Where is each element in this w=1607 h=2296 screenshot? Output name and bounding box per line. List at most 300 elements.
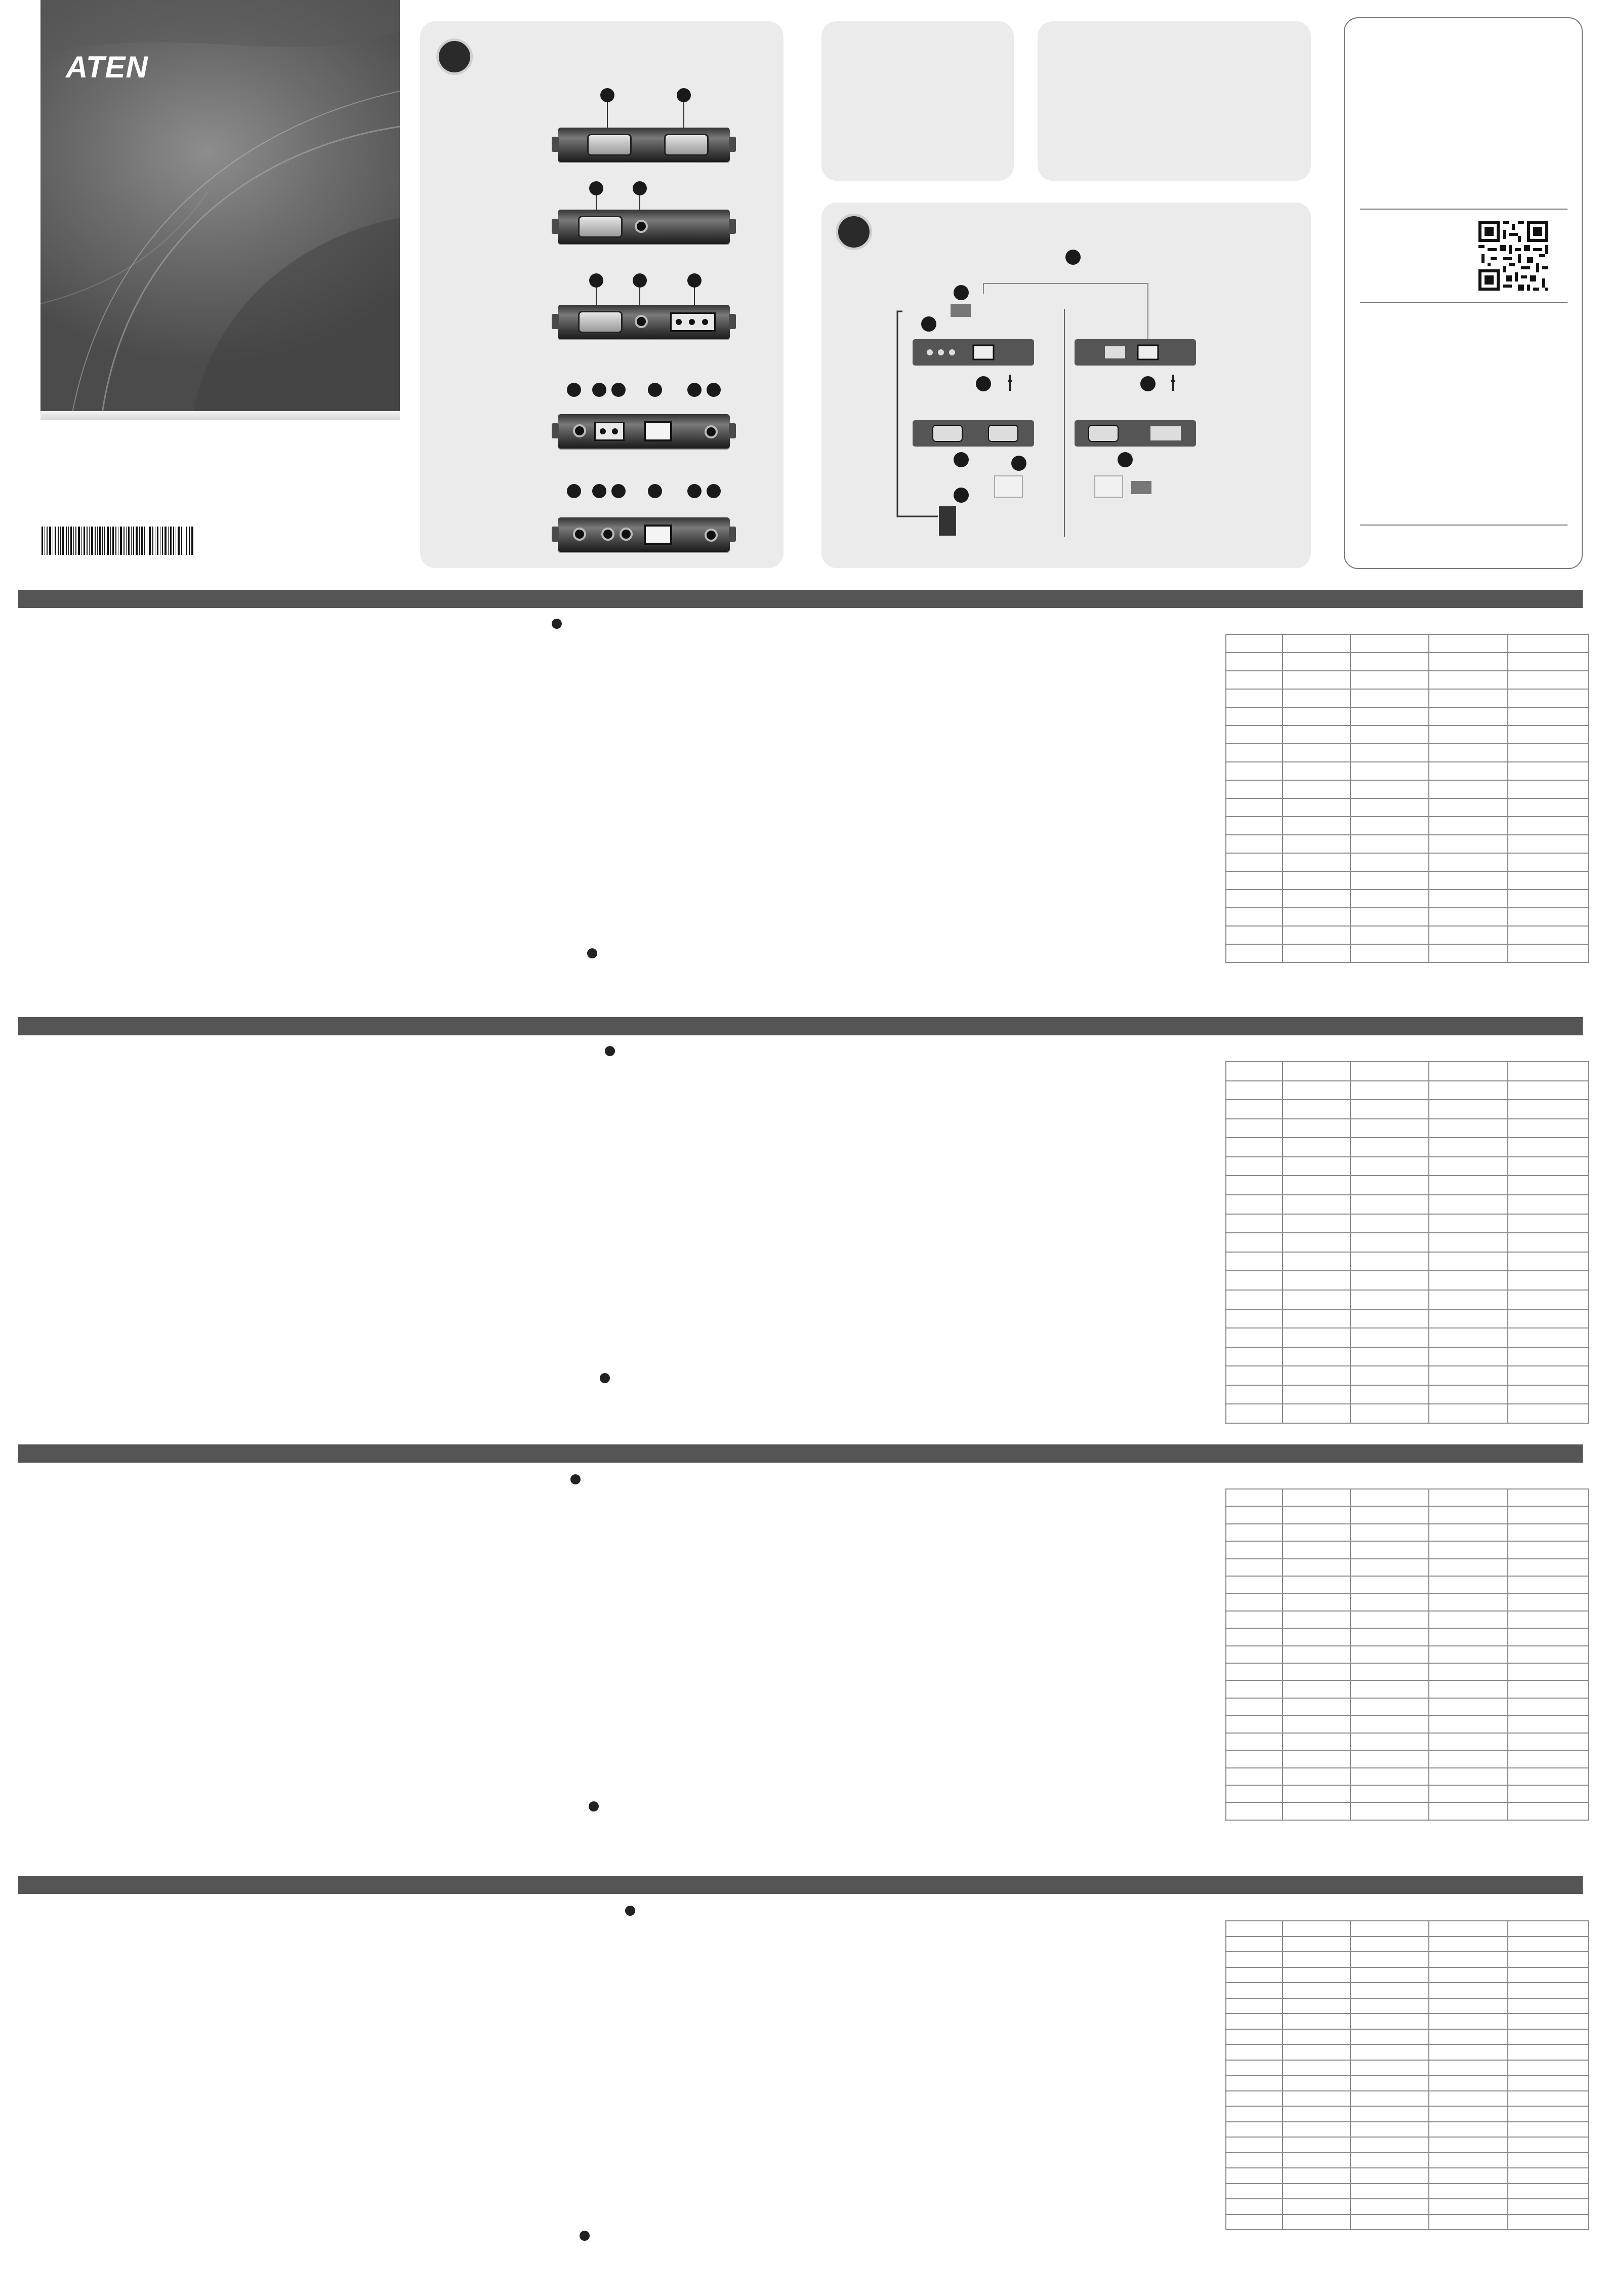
specification-table [1225,634,1589,963]
table-cell [1226,1119,1283,1138]
table-cell [1350,1559,1429,1576]
table-cell [1350,1233,1429,1252]
table-row [1226,726,1588,744]
table-cell [1283,944,1350,962]
table-row [1226,1593,1588,1610]
table-cell [1508,926,1588,944]
table-cell [1350,1715,1429,1733]
table-cell [1429,1138,1507,1157]
table-row [1226,2075,1588,2091]
table-cell [1283,2153,1350,2168]
table-cell [1508,1214,1588,1233]
info-panel-right [1038,21,1311,181]
table-cell [1283,1998,1350,2014]
table-cell [1429,817,1507,835]
table-cell [1508,1195,1588,1214]
table-row [1226,1541,1588,1558]
table-cell [1350,1768,1429,1785]
table-row [1226,1506,1588,1523]
table-cell [1283,1489,1350,1506]
table-cell [1350,1998,1429,2014]
table-row [1226,1233,1588,1252]
table-cell [1283,1983,1350,1998]
table-cell [1508,1138,1588,1157]
table-cell [1508,1937,1588,1952]
table-row [1226,2013,1588,2029]
table-cell [1226,944,1283,962]
table-cell [1508,1385,1588,1404]
table-cell [1283,1309,1350,1328]
table-row [1226,1559,1588,1576]
table-cell [1226,1271,1283,1290]
table-cell [1350,2013,1429,2029]
table-cell [1429,2044,1507,2060]
table-row [1226,1715,1588,1733]
table-cell [1350,780,1429,798]
table-cell [1226,634,1283,653]
table-cell [1508,1952,1588,1967]
table-cell [1508,1628,1588,1645]
table-cell [1350,1347,1429,1366]
table-row [1226,944,1588,962]
table-cell [1283,653,1350,671]
table-cell [1508,762,1588,780]
table-cell [1508,853,1588,871]
table-row [1226,2091,1588,2107]
table-cell [1350,1593,1429,1610]
table-row [1226,1489,1588,1506]
table-cell [1283,1785,1350,1802]
table-cell [1226,726,1283,744]
table-cell [1283,1176,1350,1195]
table-row [1226,1680,1588,1698]
table-cell [1350,1750,1429,1767]
table-cell [1350,671,1429,689]
table-cell [1283,2137,1350,2153]
table-cell [1508,871,1588,890]
table-cell [1508,1157,1588,1176]
table-cell [1508,1921,1588,1937]
table-cell [1508,1611,1588,1628]
table-cell [1429,1921,1507,1937]
table-cell [1429,1998,1507,2014]
table-cell [1283,2106,1350,2122]
table-cell [1350,1385,1429,1404]
table-cell [1226,853,1283,871]
table-row [1226,2168,1588,2184]
table-row [1226,744,1588,762]
table-cell [1508,2013,1588,2029]
table-cell [1429,853,1507,871]
table-cell [1429,726,1507,744]
table-row [1226,1524,1588,1541]
table-cell [1350,2029,1429,2045]
table-cell [1429,1062,1507,1081]
table-cell [1429,1952,1507,1967]
table-cell [1226,835,1283,853]
table-cell [1429,1715,1507,1733]
aten-logo: ATEN [66,50,148,84]
table-row [1226,1271,1588,1290]
installation-diagram [821,203,1311,568]
table-cell [1226,908,1283,926]
table-cell [1429,1576,1507,1593]
table-cell [1226,2044,1283,2060]
table-cell [1283,1119,1350,1138]
table-cell [1226,1983,1283,1998]
table-cell [1283,1952,1350,1967]
table-cell [1226,1404,1283,1423]
table-cell [1508,1404,1588,1423]
table-cell [1226,1176,1283,1195]
table-cell [1508,1506,1588,1523]
table-cell [1508,2091,1588,2107]
table-cell [1350,2214,1429,2230]
table-row [1226,2199,1588,2214]
table-cell [1429,1214,1507,1233]
table-cell [1226,2029,1283,2045]
callout-dot-icon [633,181,647,195]
callout-dot-icon [600,88,614,102]
specification-table [1225,1488,1589,1821]
table-cell [1350,2060,1429,2076]
table-cell [1429,1328,1507,1347]
table-cell [1226,2075,1283,2091]
table-cell [1429,689,1507,707]
table-cell [1429,707,1507,726]
step-bullet-icon [589,1801,599,1811]
table-cell [1508,1081,1588,1100]
table-cell [1508,1785,1588,1802]
table-cell [1429,1506,1507,1523]
table-cell [1508,1119,1588,1138]
table-cell [1350,944,1429,962]
table-cell [1508,1593,1588,1610]
table-cell [1350,1404,1429,1423]
table-cell [1429,762,1507,780]
table-cell [1429,1802,1507,1820]
info-panel-left [821,21,1014,181]
table-cell [1283,1646,1350,1663]
table-cell [1226,2122,1283,2138]
table-cell [1429,1646,1507,1663]
table-cell [1508,1646,1588,1663]
table-row [1226,2214,1588,2230]
table-cell [1283,2199,1350,2214]
table-cell [1350,1119,1429,1138]
table-cell [1283,1404,1350,1423]
table-cell [1350,908,1429,926]
table-cell [1283,908,1350,926]
table-cell [1429,1680,1507,1698]
table-cell [1283,780,1350,798]
table-cell [1350,1062,1429,1081]
table-cell [1429,2214,1507,2230]
table-row [1226,1062,1588,1081]
table-cell [1283,2029,1350,2045]
table-cell [1283,2013,1350,2029]
table-cell [1283,1663,1350,1680]
table-cell [1429,926,1507,944]
table-cell [1429,1233,1507,1252]
table-cell [1429,1157,1507,1176]
step-bullet-icon [587,948,597,958]
table-cell [1226,1385,1283,1404]
table-cell [1350,2137,1429,2153]
table-cell [1508,2184,1588,2199]
table-cell [1226,1593,1283,1610]
table-cell [1508,1328,1588,1347]
table-cell [1226,1628,1283,1645]
table-row [1226,798,1588,817]
table-cell [1508,1733,1588,1750]
table-cell [1226,1157,1283,1176]
callout-dot-icon [589,273,603,288]
table-row [1226,1952,1588,1967]
table-cell [1350,707,1429,726]
table-cell [1429,1593,1507,1610]
step-bullet-icon [605,1046,615,1056]
table-cell [1226,2013,1283,2029]
table-cell [1429,1559,1507,1576]
table-cell [1429,835,1507,853]
table-cell [1350,835,1429,853]
table-row [1226,1081,1588,1100]
callout-dot-icon [611,484,626,498]
callout-dot-icon [567,383,581,397]
table-cell [1226,1062,1283,1081]
table-cell [1226,1646,1283,1663]
table-cell [1508,798,1588,817]
table-cell [1283,1680,1350,1698]
table-cell [1226,1802,1283,1820]
table-cell [1350,926,1429,944]
table-cell [1226,1715,1283,1733]
table-cell [1429,871,1507,890]
device-rear-panel [558,210,730,244]
table-row [1226,1921,1588,1937]
table-cell [1429,1347,1507,1366]
table-row [1226,871,1588,890]
table-cell [1429,2013,1507,2029]
table-cell [1350,2091,1429,2107]
table-cell [1226,1506,1283,1523]
table-cell [1226,653,1283,671]
table-row [1226,1698,1588,1715]
table-cell [1283,671,1350,689]
table-row [1226,1937,1588,1952]
table-row [1226,2029,1588,2045]
table-cell [1283,1271,1350,1290]
table-cell [1429,1628,1507,1645]
table-cell [1350,2153,1429,2168]
table-cell [1429,1785,1507,1802]
table-cell [1350,1506,1429,1523]
table-row [1226,1100,1588,1119]
table-row [1226,2122,1588,2138]
table-cell [1429,1366,1507,1385]
qr-code-icon [1475,218,1551,294]
table-cell [1226,1967,1283,1983]
table-cell [1350,1611,1429,1628]
device-receiver-panel [558,305,730,339]
table-cell [1508,2199,1588,2214]
table-cell [1283,1750,1350,1767]
table-cell [1283,1733,1350,1750]
table-cell [1283,1937,1350,1952]
table-cell [1283,726,1350,744]
table-cell [1350,2075,1429,2091]
table-cell [1350,1983,1429,1998]
table-cell [1226,1998,1283,2014]
table-cell [1226,2137,1283,2153]
table-cell [1226,1366,1283,1385]
table-cell [1508,1252,1588,1271]
table-cell [1508,2122,1588,2138]
table-cell [1350,1628,1429,1645]
table-row [1226,1802,1588,1820]
table-cell [1283,2214,1350,2230]
table-row [1226,1998,1588,2014]
table-cell [1283,1715,1350,1733]
cover-bottom-band [40,411,400,420]
table-row [1226,1157,1588,1176]
table-cell [1429,1404,1507,1423]
table-cell [1508,1347,1588,1366]
table-cell [1226,1233,1283,1252]
table-cell [1283,835,1350,853]
table-cell [1350,689,1429,707]
table-cell [1508,1489,1588,1506]
table-cell [1283,1611,1350,1628]
table-cell [1429,2106,1507,2122]
table-cell [1508,1998,1588,2014]
table-cell [1350,1214,1429,1233]
table-cell [1429,1176,1507,1195]
callout-dot-icon [589,181,603,195]
callout-dot-icon [633,273,647,288]
table-cell [1283,1593,1350,1610]
table-cell [1429,798,1507,817]
table-cell [1350,1646,1429,1663]
table-cell [1226,689,1283,707]
table-cell [1429,744,1507,762]
callout-dot-icon [687,383,702,397]
table-cell [1429,2122,1507,2138]
table-row [1226,2060,1588,2076]
table-cell [1350,1937,1429,1952]
table-cell [1226,1937,1283,1952]
table-cell [1226,707,1283,726]
step-bullet-icon [580,2231,590,2241]
table-row [1226,1768,1588,1785]
table-cell [1350,1138,1429,1157]
table-cell [1226,1252,1283,1271]
callout-dot-icon [677,88,691,102]
table-cell [1283,1214,1350,1233]
table-cell [1226,1750,1283,1767]
table-cell [1283,1541,1350,1558]
table-cell [1508,1290,1588,1309]
table-cell [1226,1785,1283,1802]
table-cell [1429,2091,1507,2107]
table-cell [1508,2044,1588,2060]
callout-dot-icon [592,484,606,498]
table-row [1226,1646,1588,1663]
table-cell [1429,1119,1507,1138]
table-cell [1429,1309,1507,1328]
table-cell [1283,1524,1350,1541]
table-cell [1283,1252,1350,1271]
table-cell [1350,1680,1429,1698]
device-receiver-rear [558,517,730,552]
table-cell [1508,2168,1588,2184]
table-cell [1226,1489,1283,1506]
callout-dot-icon [611,383,626,397]
table-cell [1508,1309,1588,1328]
table-cell [1350,1290,1429,1309]
table-cell [1226,871,1283,890]
table-cell [1429,2075,1507,2091]
table-cell [1429,1524,1507,1541]
table-cell [1508,2214,1588,2230]
table-cell [1283,1576,1350,1593]
table-cell [1429,1768,1507,1785]
section-header-bar [18,1876,1583,1894]
table-cell [1226,1100,1283,1119]
table-row [1226,1750,1588,1767]
table-cell [1350,1271,1429,1290]
table-cell [1508,634,1588,653]
table-cell [1508,890,1588,908]
table-row [1226,2153,1588,2168]
table-cell [1350,1967,1429,1983]
table-cell [1226,671,1283,689]
specification-table [1225,1061,1589,1424]
table-cell [1508,2137,1588,2153]
hardware-review-panel [420,21,784,568]
table-cell [1226,2153,1283,2168]
table-cell [1226,1328,1283,1347]
table-cell [1508,944,1588,962]
table-cell [1429,908,1507,926]
table-row [1226,1252,1588,1271]
table-cell [1283,2184,1350,2199]
table-cell [1226,1952,1283,1967]
section-header-bar [18,1444,1583,1463]
table-cell [1350,798,1429,817]
table-row [1226,1176,1588,1195]
table-cell [1283,689,1350,707]
table-cell [1350,1733,1429,1750]
callout-dot-icon [707,383,721,397]
table-cell [1226,926,1283,944]
table-cell [1350,1698,1429,1715]
table-cell [1283,1628,1350,1645]
table-cell [1508,1524,1588,1541]
table-cell [1350,1195,1429,1214]
section-header-bar [18,1017,1583,1035]
table-row [1226,1385,1588,1404]
table-cell [1226,1680,1283,1698]
table-cell [1429,1611,1507,1628]
table-cell [1283,1921,1350,1937]
table-cell [1350,1176,1429,1195]
step-bullet-icon [625,1906,635,1916]
table-row [1226,1309,1588,1328]
table-cell [1508,1062,1588,1081]
table-cell [1283,1506,1350,1523]
